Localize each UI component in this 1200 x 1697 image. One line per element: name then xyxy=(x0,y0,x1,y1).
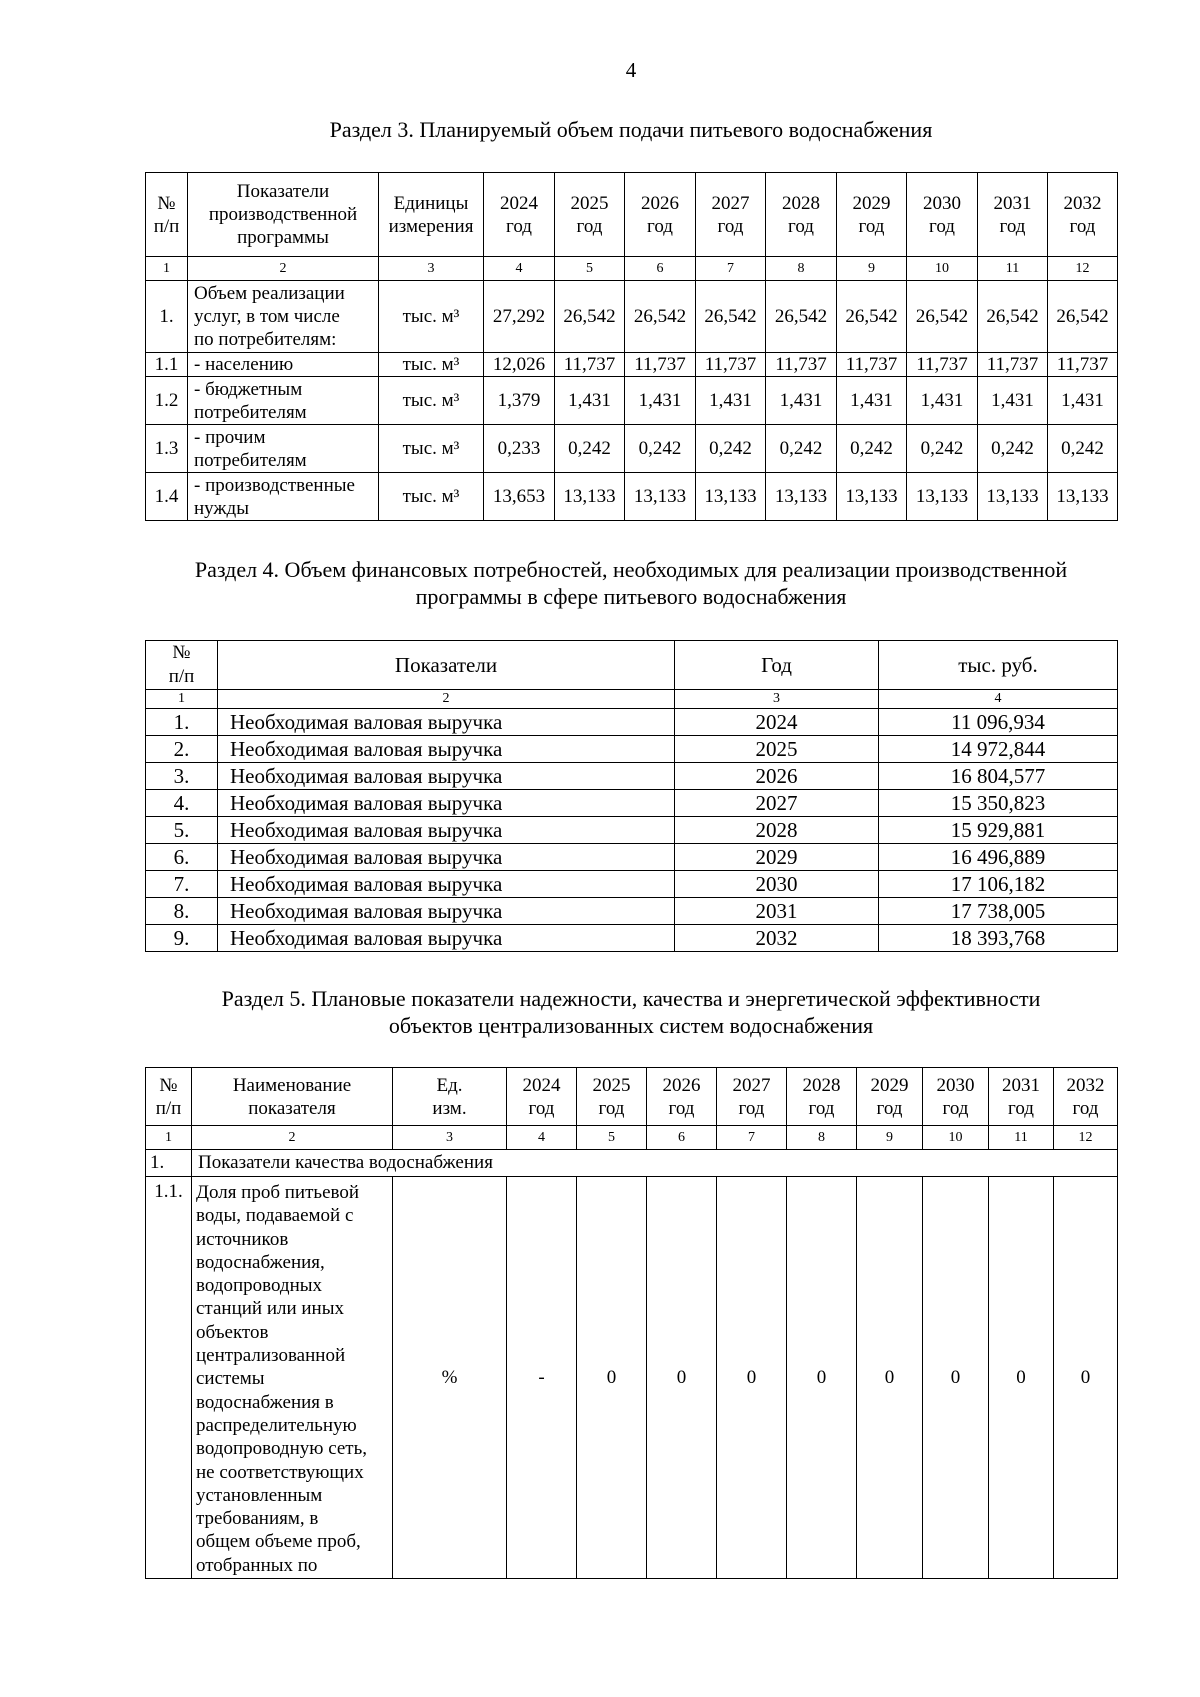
row-name: - производственные нужды xyxy=(188,473,379,521)
row-unit: тыс. м³ xyxy=(379,281,484,353)
table-row xyxy=(146,1177,1118,1579)
row-name: Объем реализации услуг, в том числе по потребителям: xyxy=(188,281,379,353)
value-cell: 26,542 xyxy=(907,281,978,353)
header-num: № п/п xyxy=(146,641,218,690)
table-row xyxy=(146,817,1118,844)
header-year: 2028 год xyxy=(787,1068,857,1126)
value-cell: 11,737 xyxy=(978,353,1048,377)
header-year: 2024 год xyxy=(507,1068,577,1126)
header-year: 2026 год xyxy=(625,173,696,257)
col-number: 1 xyxy=(146,257,188,281)
table-row xyxy=(146,425,1118,473)
table-row xyxy=(146,844,1118,871)
row-unit: тыс. м³ xyxy=(379,377,484,425)
header-indicator: Показатели производственной программы xyxy=(188,173,379,257)
col-number: 5 xyxy=(555,257,625,281)
header-indicators: Показатели xyxy=(218,641,675,690)
row-amount: 16 804,577 xyxy=(879,763,1118,790)
section4-column-numbers xyxy=(146,690,1118,709)
row-name: Необходимая валовая выручка xyxy=(218,871,675,898)
row-num: 7. xyxy=(146,871,218,898)
row-num: 2. xyxy=(146,736,218,763)
value-cell: 13,133 xyxy=(766,473,837,521)
header-unit: Ед. изм. xyxy=(393,1068,507,1126)
header-year: 2031 год xyxy=(989,1068,1054,1126)
row-name: Необходимая валовая выручка xyxy=(218,736,675,763)
col-number: 10 xyxy=(923,1126,989,1150)
value-cell: 0,242 xyxy=(837,425,907,473)
value-cell: 0,242 xyxy=(978,425,1048,473)
value-cell: 0 xyxy=(647,1177,717,1579)
col-number: 11 xyxy=(978,257,1048,281)
value-cell: 11,737 xyxy=(625,353,696,377)
col-number: 5 xyxy=(577,1126,647,1150)
value-cell: 0 xyxy=(1054,1177,1118,1579)
row-year: 2030 xyxy=(675,871,879,898)
value-cell: 11,737 xyxy=(555,353,625,377)
table-row xyxy=(146,736,1118,763)
group-label: Показатели качества водоснабжения xyxy=(192,1150,1118,1177)
row-amount: 18 393,768 xyxy=(879,925,1118,952)
section5-table xyxy=(145,1067,1118,1579)
section3-column-numbers xyxy=(146,257,1118,281)
row-amount: 11 096,934 xyxy=(879,709,1118,736)
row-num: 9. xyxy=(146,925,218,952)
col-number: 12 xyxy=(1048,257,1118,281)
col-number: 3 xyxy=(675,690,879,709)
col-number: 2 xyxy=(188,257,379,281)
value-cell: 0,242 xyxy=(625,425,696,473)
row-name: Доля проб питьевой воды, подаваемой с источников водоснабжения, водопроводных станций или иных объектов централизованной системы водоснабжения в распределительную водопроводную сеть, не соответствующих установленным требованиям, в общем объеме проб, отобранных по xyxy=(192,1177,393,1579)
row-unit: % xyxy=(393,1177,507,1579)
value-cell: 26,542 xyxy=(766,281,837,353)
value-cell: 0,242 xyxy=(907,425,978,473)
row-num: 3. xyxy=(146,763,218,790)
table-row xyxy=(146,377,1118,425)
section4-header-row xyxy=(146,641,1118,690)
value-cell: 13,653 xyxy=(484,473,555,521)
value-cell: 1,379 xyxy=(484,377,555,425)
value-cell: 0,242 xyxy=(696,425,766,473)
header-num: № п/п xyxy=(146,1068,192,1126)
header-units: Единицы измерения xyxy=(379,173,484,257)
value-cell: 1,431 xyxy=(1048,377,1118,425)
row-name: Необходимая валовая выручка xyxy=(218,817,675,844)
value-cell: 11,737 xyxy=(837,353,907,377)
row-year: 2032 xyxy=(675,925,879,952)
table-row xyxy=(146,473,1118,521)
header-year: 2026 год xyxy=(647,1068,717,1126)
row-num: 1.1 xyxy=(146,353,188,377)
header-year: Год xyxy=(675,641,879,690)
row-num: 1.1. xyxy=(146,1177,192,1579)
value-cell: 11,737 xyxy=(907,353,978,377)
row-year: 2028 xyxy=(675,817,879,844)
row-num: 1.2 xyxy=(146,377,188,425)
group-row xyxy=(146,1150,1118,1177)
col-number: 3 xyxy=(393,1126,507,1150)
value-cell: - xyxy=(507,1177,577,1579)
table-row xyxy=(146,898,1118,925)
row-num: 1.4 xyxy=(146,473,188,521)
row-num: 1. xyxy=(146,281,188,353)
value-cell: 27,292 xyxy=(484,281,555,353)
group-num: 1. xyxy=(146,1150,192,1177)
value-cell: 0 xyxy=(923,1177,989,1579)
row-year: 2027 xyxy=(675,790,879,817)
row-year: 2025 xyxy=(675,736,879,763)
col-number: 11 xyxy=(989,1126,1054,1150)
col-number: 1 xyxy=(146,1126,192,1150)
row-num: 5. xyxy=(146,817,218,844)
row-amount: 16 496,889 xyxy=(879,844,1118,871)
col-number: 6 xyxy=(625,257,696,281)
header-num: № п/п xyxy=(146,173,188,257)
row-year: 2024 xyxy=(675,709,879,736)
row-name: - населению xyxy=(188,353,379,377)
section3-title: Раздел 3. Планируемый объем подачи питьевого водоснабжения xyxy=(329,117,933,142)
col-number: 3 xyxy=(379,257,484,281)
section3-table xyxy=(145,172,1118,521)
section5-column-numbers xyxy=(146,1126,1118,1150)
value-cell: 1,431 xyxy=(766,377,837,425)
value-cell: 13,133 xyxy=(555,473,625,521)
row-num: 1.3 xyxy=(146,425,188,473)
row-name: Необходимая валовая выручка xyxy=(218,763,675,790)
row-name: - прочим потребителям xyxy=(188,425,379,473)
row-unit: тыс. м³ xyxy=(379,473,484,521)
col-number: 9 xyxy=(857,1126,923,1150)
row-name: Необходимая валовая выручка xyxy=(218,898,675,925)
table-row xyxy=(146,871,1118,898)
col-number: 10 xyxy=(907,257,978,281)
row-year: 2031 xyxy=(675,898,879,925)
header-year: 2032 год xyxy=(1054,1068,1118,1126)
value-cell: 26,542 xyxy=(696,281,766,353)
header-year: 2028 год xyxy=(766,173,837,257)
row-num: 6. xyxy=(146,844,218,871)
col-number: 4 xyxy=(484,257,555,281)
page-number: 4 xyxy=(625,58,637,82)
value-cell: 1,431 xyxy=(907,377,978,425)
row-name: Необходимая валовая выручка xyxy=(218,790,675,817)
value-cell: 11,737 xyxy=(1048,353,1118,377)
header-name: Наименование показателя xyxy=(192,1068,393,1126)
header-year: 2032 год xyxy=(1048,173,1118,257)
header-year: 2031 год xyxy=(978,173,1048,257)
value-cell: 0 xyxy=(717,1177,787,1579)
value-cell: 0,242 xyxy=(766,425,837,473)
row-unit: тыс. м³ xyxy=(379,425,484,473)
value-cell: 26,542 xyxy=(978,281,1048,353)
table-row xyxy=(146,925,1118,952)
value-cell: 11,737 xyxy=(766,353,837,377)
col-number: 8 xyxy=(787,1126,857,1150)
col-number: 2 xyxy=(192,1126,393,1150)
value-cell: 26,542 xyxy=(555,281,625,353)
value-cell: 1,431 xyxy=(625,377,696,425)
row-unit: тыс. м³ xyxy=(379,353,484,377)
col-number: 2 xyxy=(218,690,675,709)
value-cell: 1,431 xyxy=(978,377,1048,425)
value-cell: 26,542 xyxy=(837,281,907,353)
row-name: Необходимая валовая выручка xyxy=(218,709,675,736)
value-cell: 13,133 xyxy=(978,473,1048,521)
value-cell: 26,542 xyxy=(1048,281,1118,353)
value-cell: 13,133 xyxy=(907,473,978,521)
row-amount: 15 929,881 xyxy=(879,817,1118,844)
header-year: 2029 год xyxy=(837,173,907,257)
table-row xyxy=(146,281,1118,353)
value-cell: 0 xyxy=(989,1177,1054,1579)
col-number: 7 xyxy=(717,1126,787,1150)
value-cell: 11,737 xyxy=(696,353,766,377)
col-number: 8 xyxy=(766,257,837,281)
row-amount: 15 350,823 xyxy=(879,790,1118,817)
section4-table xyxy=(145,640,1118,952)
section5-title: Раздел 5. Плановые показатели надежности, качества и энергетической эффективности объектов централизованных систем водоснабжения xyxy=(221,986,1041,1038)
header-year: 2027 год xyxy=(717,1068,787,1126)
table-row xyxy=(146,790,1118,817)
col-number: 1 xyxy=(146,690,218,709)
header-year: 2027 год xyxy=(696,173,766,257)
col-number: 9 xyxy=(837,257,907,281)
header-year: 2024 год xyxy=(484,173,555,257)
header-year: 2025 год xyxy=(577,1068,647,1126)
value-cell: 0,233 xyxy=(484,425,555,473)
header-year: 2030 год xyxy=(907,173,978,257)
section3-header-row xyxy=(146,173,1118,257)
value-cell: 12,026 xyxy=(484,353,555,377)
row-amount: 14 972,844 xyxy=(879,736,1118,763)
value-cell: 0 xyxy=(577,1177,647,1579)
value-cell: 1,431 xyxy=(696,377,766,425)
row-year: 2026 xyxy=(675,763,879,790)
value-cell: 1,431 xyxy=(837,377,907,425)
header-amount: тыс. руб. xyxy=(879,641,1118,690)
value-cell: 13,133 xyxy=(837,473,907,521)
section4-title: Раздел 4. Объем финансовых потребностей, необходимых для реализации производственной программы в сфере питьевого водоснабжения xyxy=(194,557,1068,609)
row-amount: 17 106,182 xyxy=(879,871,1118,898)
value-cell: 13,133 xyxy=(625,473,696,521)
row-year: 2029 xyxy=(675,844,879,871)
value-cell: 26,542 xyxy=(625,281,696,353)
table-row xyxy=(146,763,1118,790)
value-cell: 0,242 xyxy=(1048,425,1118,473)
value-cell: 0,242 xyxy=(555,425,625,473)
value-cell: 13,133 xyxy=(696,473,766,521)
col-number: 4 xyxy=(507,1126,577,1150)
row-amount: 17 738,005 xyxy=(879,898,1118,925)
row-num: 4. xyxy=(146,790,218,817)
table-row xyxy=(146,353,1118,377)
col-number: 7 xyxy=(696,257,766,281)
table-row xyxy=(146,709,1118,736)
value-cell: 0 xyxy=(857,1177,923,1579)
row-name: - бюджетным потребителям xyxy=(188,377,379,425)
col-number: 4 xyxy=(879,690,1118,709)
row-name: Необходимая валовая выручка xyxy=(218,925,675,952)
value-cell: 13,133 xyxy=(1048,473,1118,521)
row-name: Необходимая валовая выручка xyxy=(218,844,675,871)
col-number: 6 xyxy=(647,1126,717,1150)
col-number: 12 xyxy=(1054,1126,1118,1150)
header-year: 2029 год xyxy=(857,1068,923,1126)
value-cell: 1,431 xyxy=(555,377,625,425)
header-year: 2030 год xyxy=(923,1068,989,1126)
section5-header-row xyxy=(146,1068,1118,1126)
row-num: 1. xyxy=(146,709,218,736)
value-cell: 0 xyxy=(787,1177,857,1579)
header-year: 2025 год xyxy=(555,173,625,257)
row-num: 8. xyxy=(146,898,218,925)
